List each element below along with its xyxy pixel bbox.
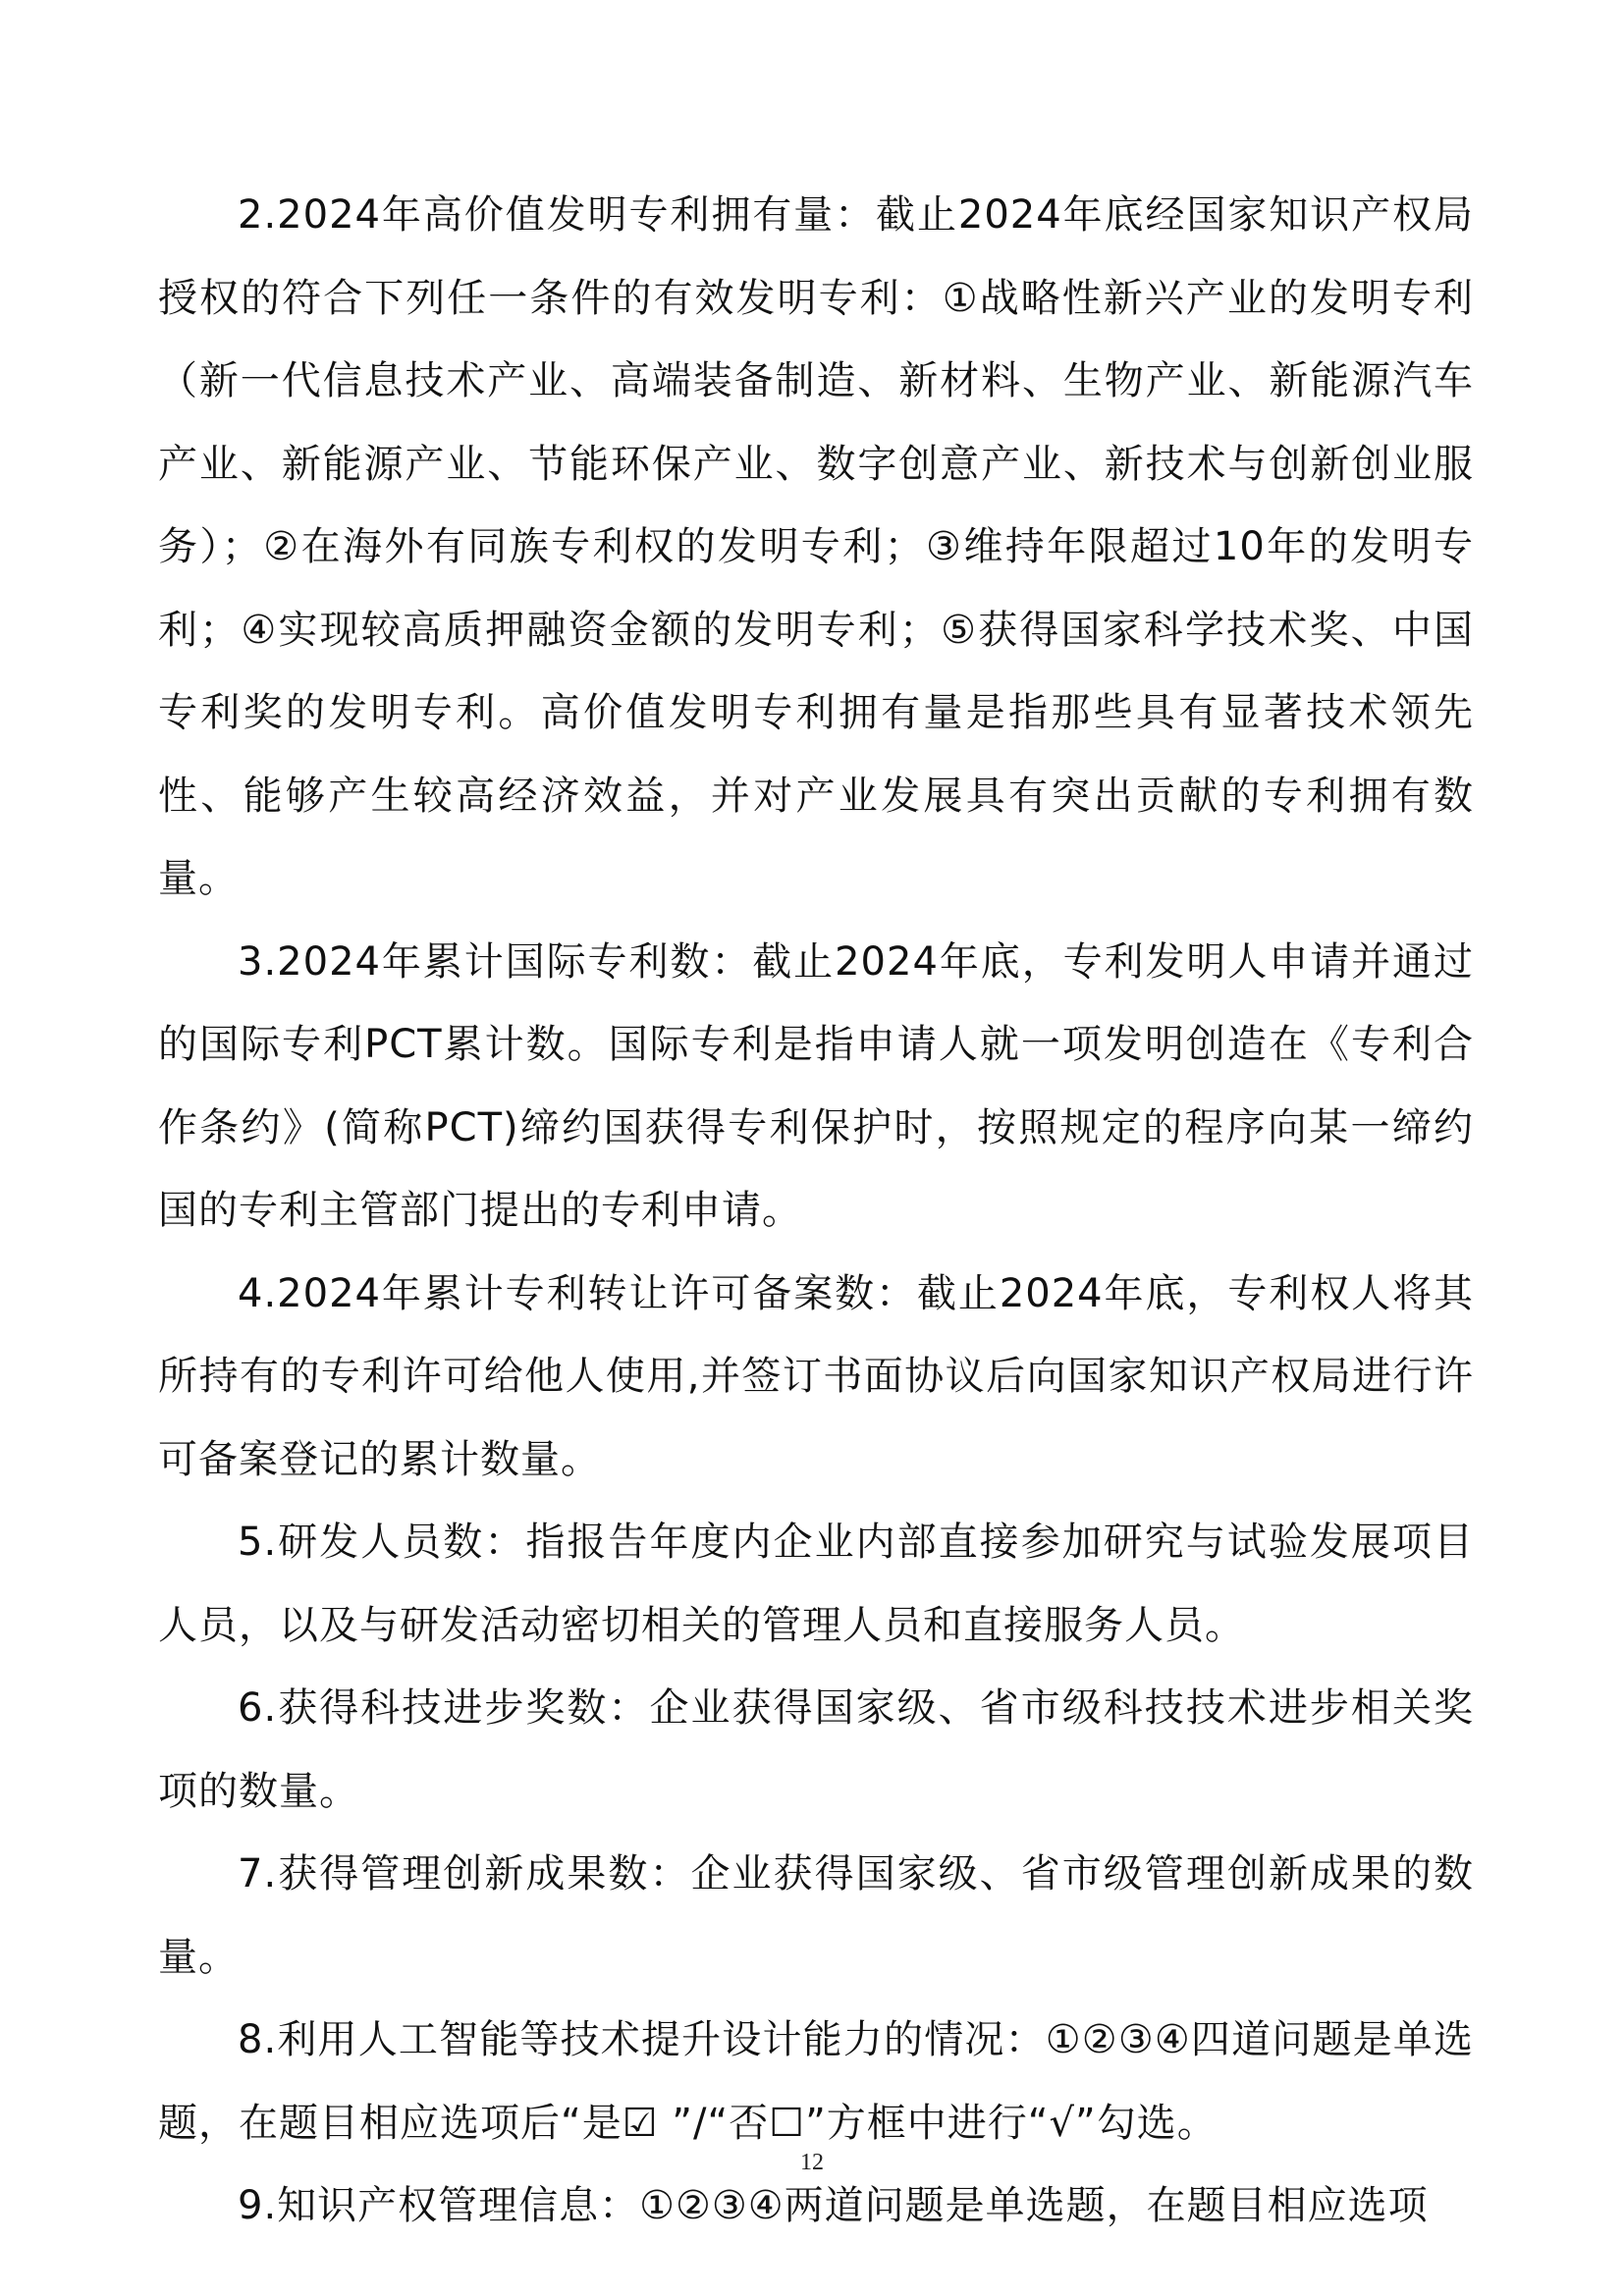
document-body [158, 174, 1474, 2248]
page-number: 12 [800, 2150, 824, 2175]
paragraph-rd-personnel: 5.研发人员数：指报告年度内企业内部直接参加研究与试验发展项目人员，以及与研发活动密切相关的管理人员和直接服务人员。 [158, 1520, 1474, 1648]
paragraph-ip-management-info: 9.知识产权管理信息：①②③④两道问题是单选题，在题目相应选项 [238, 2183, 1429, 2228]
paragraph-international-patents: 3.2024年累计国际专利数：截止2024年底，专利发明人申请并通过的国际专利PCT累计数。国际专利是指申请人就一项发明创造在《专利合作条约》(简称PCT)缔约国获得专利保护时，按照规定的程序向某一缔约国的专利主管部门提出的专利申请。 [158, 938, 1474, 1233]
paragraph-patent-license-filings: 4.2024年累计专利转让许可备案数：截止2024年底，专利权人将其所持有的专利许可给他人使用,并签订书面协议后向国家知识产权局进行许可备案登记的累计数量。 [158, 1270, 1474, 1482]
paragraph-ai-design-capability: 8.利用人工智能等技术提升设计能力的情况：①②③④四道问题是单选题，在题目相应选项后“是☑ ”/“否☐”方框中进行“√”勾选。 [158, 2017, 1474, 2146]
paragraph-management-innovation: 7.获得管理创新成果数：企业获得国家级、省市级管理创新成果的数量。 [158, 1851, 1474, 1980]
paragraph-science-awards: 6.获得科技进步奖数：企业获得国家级、省市级科技技术进步相关奖项的数量。 [158, 1685, 1474, 1814]
paragraph-high-value-patents: 2.2024年高价值发明专利拥有量：截止2024年底经国家知识产权局授权的符合下列任一条件的有效发明专利：①战略性新兴产业的发明专利（新一代信息技术产业、高端装备制造、新材料、生物产业、新能源汽车产业、新能源产业、节能环保产业、数字创意产业、新技术与创新创业服务）；②在海外有同族专利权的发明专利；③维持年限超过10年的发明专利；④实现较高质押融资金额的发明专利；⑤获得国家科学技术奖、中国专利奖的发明专利。高价值发明专利拥有量是指那些具有显著技术领先性、能够产生较高经济效益，并对产业发展具有突出贡献的专利拥有数量。 [158, 192, 1474, 901]
